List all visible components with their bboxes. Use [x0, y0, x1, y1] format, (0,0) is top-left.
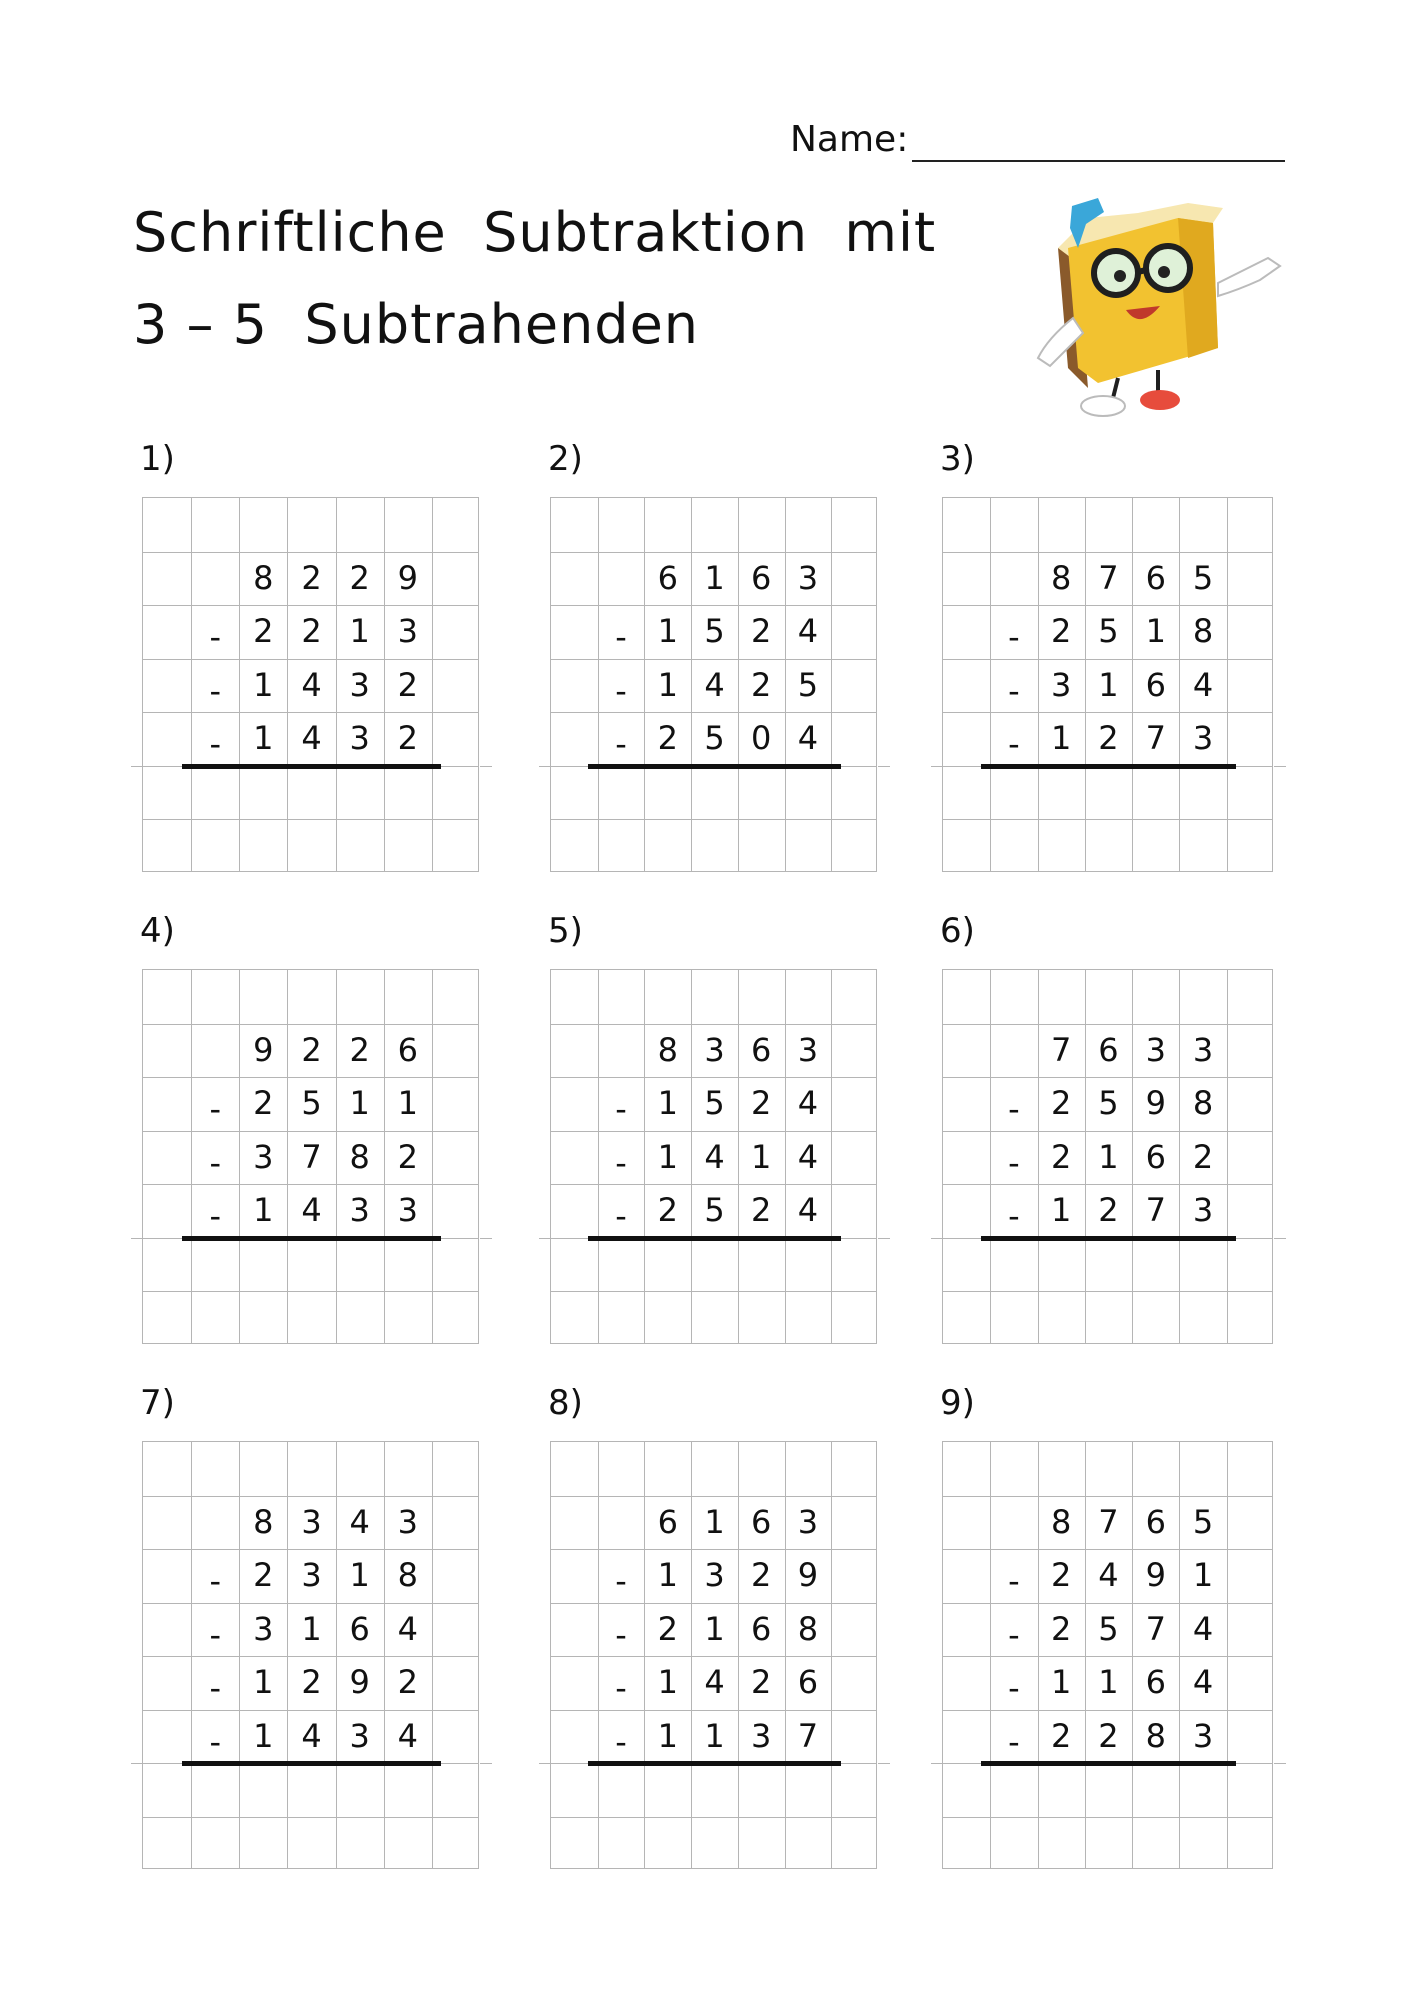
result-line-tick	[131, 766, 143, 767]
digit: 5	[1192, 558, 1214, 597]
minus-sign: -	[209, 1090, 221, 1128]
minus-sign: -	[1008, 1562, 1020, 1600]
subtrahend-row	[143, 605, 480, 659]
subtrahend-row	[551, 1549, 878, 1603]
digit: 3	[751, 1716, 772, 1755]
digit: 5	[1098, 1609, 1119, 1648]
digit: 2	[253, 1084, 274, 1122]
digit: 6	[657, 558, 678, 597]
subtrahend-row	[943, 712, 1274, 766]
digit: 4	[301, 1191, 322, 1229]
subtrahend-row	[143, 1077, 480, 1131]
digit: 4	[797, 612, 819, 650]
digit: 5	[1098, 1084, 1119, 1122]
digit: 2	[397, 665, 418, 704]
digit: 2	[751, 1084, 772, 1122]
digit: 6	[1145, 665, 1166, 704]
result-line-tick	[931, 1238, 943, 1239]
digit: 4	[797, 1137, 819, 1176]
digit: 6	[751, 1609, 772, 1648]
digit: 5	[301, 1084, 322, 1122]
digit: 2	[751, 612, 772, 650]
minus-sign: -	[615, 1197, 627, 1235]
name-label: Name:	[790, 119, 909, 160]
minus-sign: -	[1008, 1722, 1020, 1761]
minuend-row	[943, 1496, 1274, 1550]
grid-row-line	[943, 819, 1272, 820]
digit: 2	[1051, 612, 1072, 650]
digit: 2	[1051, 1609, 1072, 1648]
result-line-tick	[480, 766, 492, 767]
minus-sign: -	[1008, 1090, 1020, 1128]
exercise-number: 6)	[940, 911, 975, 951]
digit: 5	[797, 665, 819, 704]
digit: 1	[704, 1502, 725, 1541]
minuend-row	[943, 1024, 1274, 1078]
minus-sign: -	[1008, 1615, 1020, 1654]
digit: 0	[751, 719, 772, 757]
subtrahend-row	[943, 659, 1274, 713]
digit: 1	[1098, 1137, 1119, 1176]
digit: 2	[1098, 1716, 1119, 1755]
exercise-number: 3)	[940, 439, 975, 479]
digit: 4	[797, 719, 819, 757]
digit: 4	[397, 1716, 418, 1755]
digit: 6	[1145, 1502, 1166, 1541]
digit: 3	[301, 1502, 322, 1541]
minuend-row	[551, 1024, 878, 1078]
digit: 6	[1145, 1663, 1166, 1701]
minus-sign: -	[209, 1615, 221, 1654]
minus-sign: -	[615, 671, 627, 710]
digit: 4	[301, 665, 322, 704]
digit: 4	[397, 1609, 418, 1648]
digit: 4	[301, 1716, 322, 1755]
subtrahend-row	[143, 1131, 480, 1185]
digit: 4	[704, 1137, 725, 1176]
minus-sign: -	[209, 1669, 221, 1707]
digit: 2	[1051, 1556, 1072, 1594]
digit: 1	[657, 1663, 678, 1701]
subtrahend-row	[943, 1549, 1274, 1603]
digit: 5	[704, 1191, 725, 1229]
answer-grid[interactable]	[942, 497, 1273, 872]
digit: 4	[704, 665, 725, 704]
digit: 1	[253, 1716, 274, 1755]
digit: 1	[704, 1716, 725, 1755]
result-line-tick	[1274, 766, 1286, 767]
digit: 1	[1098, 1663, 1119, 1701]
result-line	[182, 1761, 442, 1766]
minus-sign: -	[1008, 618, 1020, 656]
subtrahend-row	[551, 659, 878, 713]
subtrahend-row	[551, 1603, 878, 1657]
digit: 3	[349, 1716, 370, 1755]
digit: 2	[253, 1556, 274, 1594]
subtrahend-row	[143, 1710, 480, 1764]
minus-sign: -	[1008, 1197, 1020, 1235]
answer-grid[interactable]	[550, 1441, 877, 1869]
answer-grid[interactable]	[142, 969, 479, 1344]
result-line-tick	[878, 1238, 890, 1239]
digit: 4	[349, 1502, 370, 1541]
book-mascot-icon	[1028, 188, 1288, 428]
digit: 4	[1192, 1663, 1214, 1701]
digit: 3	[1192, 1030, 1214, 1069]
digit: 2	[253, 612, 274, 650]
digit: 2	[397, 1663, 418, 1701]
digit: 8	[349, 1137, 370, 1176]
answer-grid[interactable]	[142, 497, 479, 872]
answer-grid[interactable]	[942, 1441, 1273, 1869]
digit: 3	[397, 1191, 418, 1229]
grid-row-line	[143, 819, 478, 820]
digit: 6	[397, 1030, 418, 1069]
subtrahend-row	[943, 1131, 1274, 1185]
digit: 1	[751, 1137, 772, 1176]
page-title-line2: 3 – 5 Subtrahenden	[133, 293, 700, 356]
digit: 8	[253, 558, 274, 597]
digit: 8	[1145, 1716, 1166, 1755]
digit: 1	[253, 1663, 274, 1701]
digit: 8	[1051, 558, 1072, 597]
digit: 5	[704, 719, 725, 757]
digit: 3	[1145, 1030, 1166, 1069]
result-line-tick	[480, 1763, 492, 1764]
digit: 1	[349, 1556, 370, 1594]
minuend-row	[143, 552, 480, 606]
digit: 8	[657, 1030, 678, 1069]
digit: 1	[657, 1716, 678, 1755]
minus-sign: -	[615, 618, 627, 656]
digit: 3	[349, 1191, 370, 1229]
digit: 1	[704, 558, 725, 597]
digit: 1	[1051, 1663, 1072, 1701]
result-line	[182, 764, 442, 769]
digit: 2	[301, 612, 322, 650]
digit: 6	[1145, 558, 1166, 597]
exercise-number: 5)	[548, 911, 583, 951]
digit: 9	[349, 1663, 370, 1701]
digit: 2	[751, 1663, 772, 1701]
grid-row-line	[551, 819, 876, 820]
subtrahend-row	[143, 1184, 480, 1238]
digit: 7	[797, 1716, 819, 1755]
digit: 1	[1051, 1191, 1072, 1229]
digit: 1	[1192, 1556, 1214, 1594]
minuend-row	[551, 1496, 878, 1550]
minus-sign: -	[615, 1090, 627, 1128]
digit: 3	[797, 1030, 819, 1069]
minus-sign: -	[209, 1143, 221, 1182]
digit: 3	[397, 612, 418, 650]
digit: 7	[1051, 1030, 1072, 1069]
minus-sign: -	[615, 1562, 627, 1600]
subtrahend-row	[943, 1656, 1274, 1710]
subtrahend-row	[143, 1656, 480, 1710]
subtrahend-row	[551, 712, 878, 766]
digit: 2	[349, 558, 370, 597]
result-line-tick	[131, 1238, 143, 1239]
digit: 2	[1051, 1716, 1072, 1755]
minus-sign: -	[615, 1615, 627, 1654]
grid-row-line	[143, 1817, 478, 1818]
digit: 2	[657, 1609, 678, 1648]
subtrahend-row	[551, 1710, 878, 1764]
subtrahend-row	[551, 1077, 878, 1131]
digit: 3	[704, 1030, 725, 1069]
digit: 7	[1145, 1191, 1166, 1229]
result-line	[182, 1236, 442, 1241]
result-line-tick	[539, 1238, 551, 1239]
digit: 2	[1051, 1084, 1072, 1122]
digit: 1	[704, 1609, 725, 1648]
minus-sign: -	[1008, 1143, 1020, 1182]
digit: 7	[1098, 558, 1119, 597]
digit: 4	[301, 719, 322, 757]
digit: 2	[751, 1556, 772, 1594]
digit: 7	[1145, 1609, 1166, 1648]
digit: 2	[397, 719, 418, 757]
digit: 3	[253, 1609, 274, 1648]
digit: 1	[253, 1191, 274, 1229]
digit: 7	[1098, 1502, 1119, 1541]
digit: 3	[349, 665, 370, 704]
subtrahend-row	[943, 1077, 1274, 1131]
exercise-number: 1)	[140, 439, 175, 479]
subtrahend-row	[943, 1603, 1274, 1657]
subtrahend-row	[551, 1184, 878, 1238]
grid-row-line	[551, 1291, 876, 1292]
digit: 6	[1098, 1030, 1119, 1069]
digit: 3	[349, 719, 370, 757]
digit: 3	[1192, 1191, 1214, 1229]
digit: 7	[1145, 719, 1166, 757]
result-line-tick	[931, 766, 943, 767]
digit: 4	[1098, 1556, 1119, 1594]
digit: 9	[253, 1030, 274, 1069]
minus-sign: -	[615, 725, 627, 763]
digit: 8	[797, 1609, 819, 1648]
digit: 2	[301, 1030, 322, 1069]
minus-sign: -	[615, 1669, 627, 1707]
minus-sign: -	[209, 1562, 221, 1600]
answer-grid[interactable]	[550, 969, 877, 1344]
digit: 2	[1051, 1137, 1072, 1176]
digit: 5	[704, 1084, 725, 1122]
digit: 3	[1192, 719, 1214, 757]
digit: 1	[349, 612, 370, 650]
digit: 6	[751, 558, 772, 597]
exercise-number: 4)	[140, 911, 175, 951]
digit: 8	[1192, 612, 1214, 650]
digit: 3	[1192, 1716, 1214, 1755]
minus-sign: -	[209, 618, 221, 656]
digit: 1	[349, 1084, 370, 1122]
subtrahend-row	[143, 1549, 480, 1603]
subtrahend-row	[943, 605, 1274, 659]
digit: 2	[751, 1191, 772, 1229]
minus-sign: -	[209, 671, 221, 710]
digit: 1	[657, 612, 678, 650]
result-line	[588, 1236, 840, 1241]
result-line-tick	[878, 1763, 890, 1764]
digit: 5	[1192, 1502, 1214, 1541]
result-line	[981, 764, 1236, 769]
digit: 1	[253, 719, 274, 757]
minus-sign: -	[1008, 725, 1020, 763]
minus-sign: -	[615, 1143, 627, 1182]
grid-row-line	[943, 1291, 1272, 1292]
exercise-number: 8)	[548, 1383, 583, 1423]
digit: 9	[797, 1556, 819, 1594]
result-line-tick	[931, 1763, 943, 1764]
digit: 1	[397, 1084, 418, 1122]
minuend-row	[143, 1496, 480, 1550]
digit: 5	[1098, 612, 1119, 650]
grid-row-line	[551, 1817, 876, 1818]
digit: 6	[1145, 1137, 1166, 1176]
result-line	[588, 1761, 840, 1766]
minuend-row	[943, 552, 1274, 606]
result-line-tick	[131, 1763, 143, 1764]
digit: 1	[657, 1556, 678, 1594]
exercise-number: 7)	[140, 1383, 175, 1423]
digit: 2	[397, 1137, 418, 1176]
digit: 1	[1145, 612, 1166, 650]
subtrahend-row	[943, 1184, 1274, 1238]
digit: 4	[1192, 1609, 1214, 1648]
digit: 3	[797, 558, 819, 597]
minuend-row	[551, 552, 878, 606]
digit: 4	[797, 1084, 819, 1122]
digit: 1	[301, 1609, 322, 1648]
digit: 9	[397, 558, 418, 597]
result-line-tick	[539, 766, 551, 767]
digit: 6	[349, 1609, 370, 1648]
digit: 3	[704, 1556, 725, 1594]
digit: 2	[1192, 1137, 1214, 1176]
digit: 1	[657, 1137, 678, 1176]
digit: 4	[704, 1663, 725, 1701]
minus-sign: -	[615, 1722, 627, 1761]
subtrahend-row	[143, 1603, 480, 1657]
digit: 3	[253, 1137, 274, 1176]
digit: 8	[253, 1502, 274, 1541]
digit: 2	[301, 1663, 322, 1701]
grid-row-line	[943, 1817, 1272, 1818]
digit: 3	[397, 1502, 418, 1541]
result-line-tick	[1274, 1238, 1286, 1239]
digit: 2	[1098, 719, 1119, 757]
digit: 2	[657, 719, 678, 757]
name-field	[790, 118, 1290, 162]
minus-sign: -	[1008, 1669, 1020, 1707]
digit: 7	[301, 1137, 322, 1176]
exercise-number: 2)	[548, 439, 583, 479]
digit: 5	[704, 612, 725, 650]
digit: 8	[1051, 1502, 1072, 1541]
minuend-row	[143, 1024, 480, 1078]
minus-sign: -	[209, 1722, 221, 1761]
minus-sign: -	[1008, 671, 1020, 710]
result-line-tick	[480, 1238, 492, 1239]
result-line	[588, 764, 840, 769]
digit: 6	[657, 1502, 678, 1541]
subtrahend-row	[551, 1131, 878, 1185]
digit: 4	[1192, 665, 1214, 704]
digit: 8	[1192, 1084, 1214, 1122]
digit: 9	[1145, 1084, 1166, 1122]
result-line	[981, 1236, 1236, 1241]
digit: 8	[397, 1556, 418, 1594]
digit: 6	[751, 1502, 772, 1541]
digit: 2	[1098, 1191, 1119, 1229]
name-line[interactable]	[912, 160, 1285, 162]
digit: 3	[301, 1556, 322, 1594]
digit: 2	[751, 665, 772, 704]
digit: 4	[797, 1191, 819, 1229]
answer-grid[interactable]	[942, 969, 1273, 1344]
subtrahend-row	[551, 1656, 878, 1710]
subtrahend-row	[143, 712, 480, 766]
digit: 3	[797, 1502, 819, 1541]
answer-grid[interactable]	[550, 497, 877, 872]
minus-sign: -	[209, 1197, 221, 1235]
exercise-number: 9)	[940, 1383, 975, 1423]
grid-row-line	[143, 1291, 478, 1292]
subtrahend-row	[943, 1710, 1274, 1764]
digit: 3	[1051, 665, 1072, 704]
page-title-line1: Schriftliche Subtraktion mit	[133, 201, 937, 264]
digit: 1	[657, 665, 678, 704]
digit: 6	[751, 1030, 772, 1069]
minus-sign: -	[209, 725, 221, 763]
digit: 9	[1145, 1556, 1166, 1594]
result-line-tick	[1274, 1763, 1286, 1764]
digit: 1	[253, 665, 274, 704]
digit: 1	[657, 1084, 678, 1122]
digit: 2	[657, 1191, 678, 1229]
digit: 2	[349, 1030, 370, 1069]
result-line-tick	[878, 766, 890, 767]
subtrahend-row	[551, 605, 878, 659]
digit: 1	[1051, 719, 1072, 757]
result-line-tick	[539, 1763, 551, 1764]
subtrahend-row	[143, 659, 480, 713]
digit: 6	[797, 1663, 819, 1701]
digit: 1	[1098, 665, 1119, 704]
answer-grid[interactable]	[142, 1441, 479, 1869]
digit: 2	[301, 558, 322, 597]
result-line	[981, 1761, 1236, 1766]
